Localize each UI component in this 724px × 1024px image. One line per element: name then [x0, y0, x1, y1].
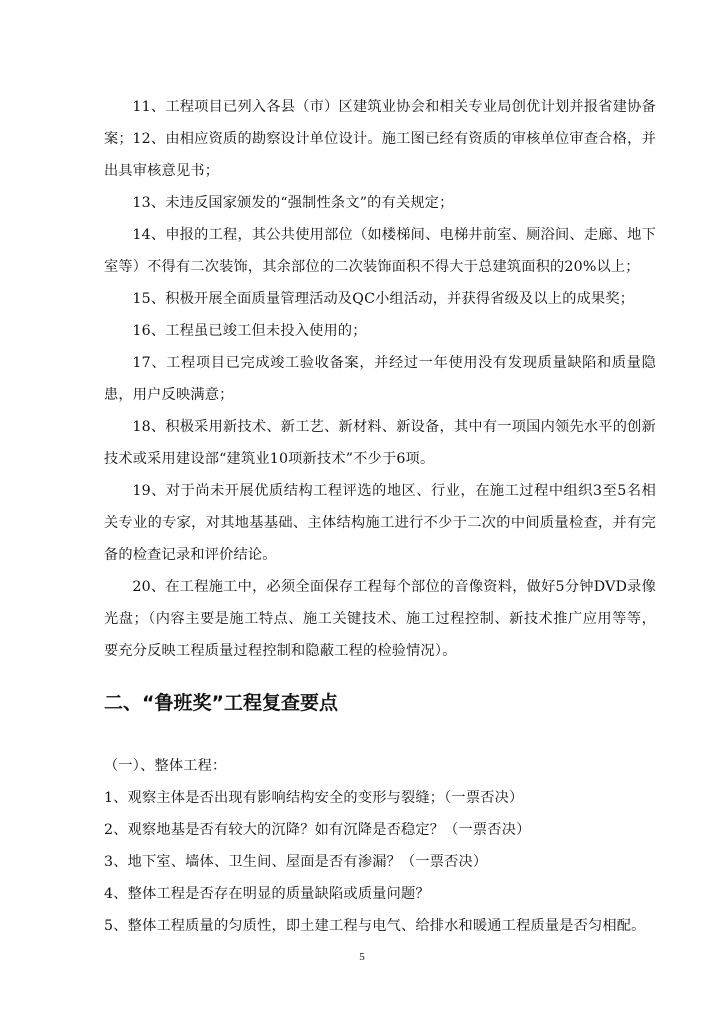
- subsection-label: （一）、整体工程：: [104, 758, 227, 774]
- paragraph-16: 16、工程虽已竣工但未投入使用的；: [132, 323, 367, 339]
- checklist-item-5: 5、整体工程质量的匀质性，即土建工程与电气、给排水和暖通工程质量是否匀相配。: [104, 918, 646, 934]
- section-heading: 二、“鲁班奖”工程复查要点: [104, 692, 338, 714]
- checklist-item-4: 4、整体工程是否存在明显的质量缺陷或质量问题？: [104, 886, 430, 902]
- paragraph-18: 18、积极采用新技术、新工艺、新材料、新设备，其中有一项国内领先水平的创新技术或采用建设部“建筑业10项新技术”不少于6项。: [104, 419, 656, 467]
- paragraph-20: 20、在工程施工中，必须全面保存工程每个部位的音像资料，做好5分钟DVD录像光盘；（内容主要是施工特点、施工关键技术、施工过程控制、新技术推广应用等等，要充分反映工程质量过程控制和隐蔽工程的检验情况）。: [104, 579, 656, 659]
- paragraph-19: 19、对于尚未开展优质结构工程评选的地区、行业，在施工过程中组织3至5名相关专业的专家，对其地基基础、主体结构施工进行不少于二次的中间质量检查，并有完备的检查记录和评价结论。: [104, 483, 656, 563]
- checklist-item-2: 2、观察地基是否有较大的沉降？如有沉降是否稳定？（一票否决）: [104, 822, 531, 838]
- paragraph-13: 13、未违反国家颁发的“强制性条文”的有关规定；: [132, 195, 454, 211]
- paragraph-17: 17、工程项目已完成竣工验收备案，并经过一年使用没有发现质量缺陷和质量隐患，用户反映满意；: [104, 355, 656, 403]
- checklist-item-3: 3、地下室、墙体、卫生间、屋面是否有渗漏？（一票否决）: [104, 854, 488, 870]
- paragraph-14: 14、申报的工程，其公共使用部位（如楼梯间、电梯井前室、厕浴间、走廊、地下室等）不得有二次装饰，其余部位的二次装饰面积不得大于总建筑面积的20%以上；: [104, 227, 656, 275]
- page-number: 5: [359, 951, 365, 963]
- paragraph-15: 15、积极开展全面质量管理活动及QC小组活动，并获得省级及以上的成果奖；: [132, 291, 635, 307]
- paragraph-11: 11、工程项目已列入各县（市）区建筑业协会和相关专业局创优计划并报省建协备案；: [104, 99, 656, 147]
- checklist-item-1: 1、观察主体是否出现有影响结构安全的变形与裂缝；（一票否决）: [104, 790, 524, 806]
- paragraph-12: 12、由相应资质的勘察设计单位设计。施工图已经有资质的审核单位审查合格，并出具审核意见书；: [104, 131, 656, 179]
